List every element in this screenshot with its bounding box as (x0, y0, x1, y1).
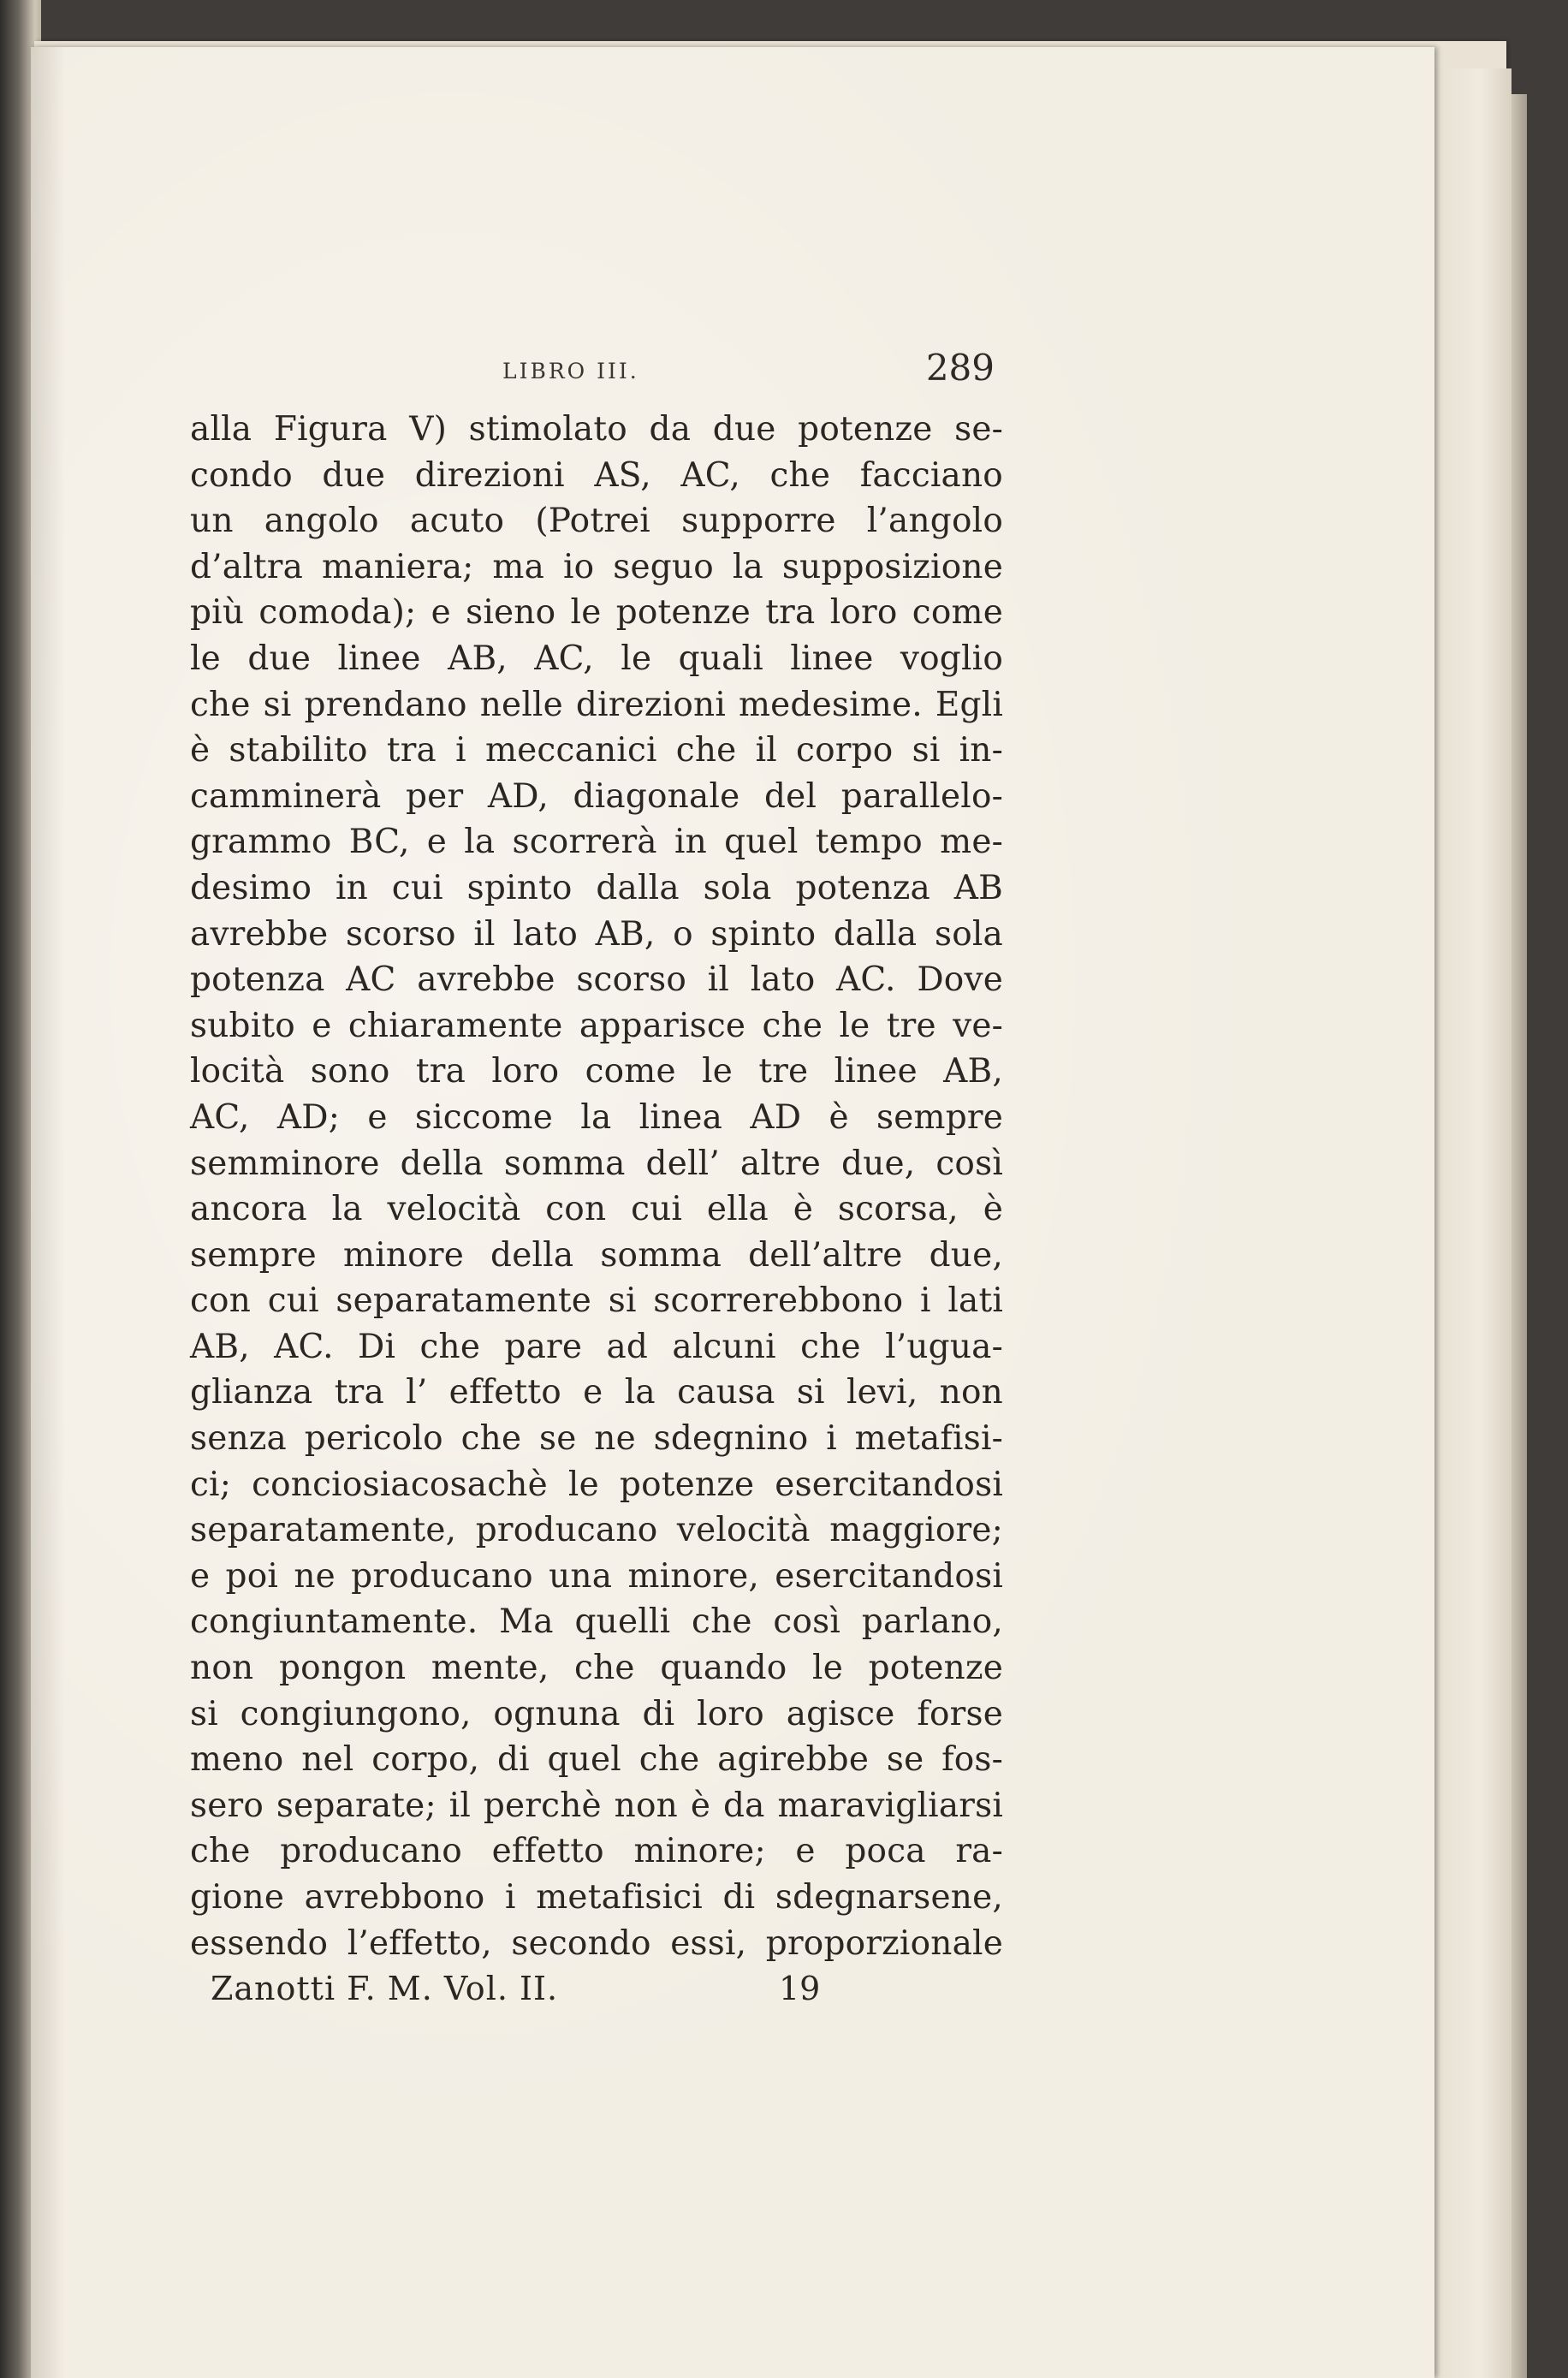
text-line: le due linee AB, AC, le quali linee voglio (190, 639, 1003, 678)
page-number: 289 (925, 347, 995, 389)
text-line: semminore della somma dell’ altre due, così (190, 1144, 1003, 1183)
text-line: sempre minore della somma dell’altre due, (190, 1235, 1003, 1275)
text-line: desimo in cui spinto dalla sola potenza AB (190, 868, 1003, 907)
text-line: più comoda); e sieno le potenze tra loro come (190, 593, 1003, 633)
text-line: congiuntamente. Ma quelli che così parlano, (190, 1602, 1003, 1642)
text-line: camminerà per AD, diagonale del parallelo- (190, 776, 1003, 816)
text-line: separatamente, producano velocità maggiore; (190, 1511, 1003, 1550)
text-line: sero separate; il perchè non è da maravigliarsi (190, 1786, 1003, 1825)
text-line: che si prendano nelle direzioni medesime. Egli (190, 685, 1003, 724)
body-text (190, 407, 1003, 1966)
text-line: grammo BC, e la scorrerà in quel tempo me- (190, 823, 1003, 862)
text-line: AC, AD; e siccome la linea AD è sempre (190, 1097, 1003, 1137)
text-line: ci; conciosiacosachè le potenze esercitandosi (190, 1465, 1003, 1504)
text-line: e poi ne producano una minore, esercitandosi (190, 1556, 1003, 1596)
text-line: d’altra maniera; ma io seguo la supposizione (190, 547, 1003, 586)
text-line: che producano effetto minore; e poca ra- (190, 1832, 1003, 1871)
text-line: essendo l’effetto, secondo essi, proporzionale (190, 1923, 1003, 1963)
text-line: meno nel corpo, di quel che agirebbe se fos- (190, 1740, 1003, 1780)
text-line: con cui separatamente si scorrerebbono i lati (190, 1281, 1003, 1321)
running-head (190, 347, 1003, 407)
footer-author: Zanotti F. M. Vol. II. (211, 1970, 559, 2008)
text-line: si congiungono, ognuna di loro agisce forse (190, 1694, 1003, 1733)
text-line: è stabilito tra i meccanici che il corpo si in- (190, 731, 1003, 770)
text-block (190, 347, 1003, 2021)
text-line: condo due direzioni AS, AC, che facciano (190, 455, 1003, 495)
page-edge-shadow (1512, 94, 1527, 2378)
running-title: LIBRO III. (502, 359, 639, 383)
text-line: potenza AC avrebbe scorso il lato AC. Dove (190, 960, 1003, 1000)
text-line: locità sono tra loro come le tre linee AB, (190, 1052, 1003, 1091)
text-line: gione avrebbono i metafisici di sdegnarsene, (190, 1878, 1003, 1917)
book-page (31, 47, 1434, 2378)
text-line: senza pericolo che se ne sdegnino i metafisi- (190, 1419, 1003, 1459)
text-line: subito e chiaramente apparisce che le tre ve- (190, 1006, 1003, 1045)
text-line: ancora la velocità con cui ella è scorsa, è (190, 1190, 1003, 1229)
text-line: un angolo acuto (Potrei supporre l’angolo (190, 502, 1003, 541)
text-line: avrebbe scorso il lato AB, o spinto dalla sola (190, 914, 1003, 954)
text-line: alla Figura V) stimolato da due potenze se- (190, 410, 1003, 449)
footer-signature: 19 (779, 1970, 821, 2008)
text-line: AB, AC. Di che pare ad alcuni che l’ugua- (190, 1327, 1003, 1366)
page-edge (1434, 68, 1512, 2378)
page-footer (190, 1970, 1003, 2021)
text-line: non pongon mente, che quando le potenze (190, 1649, 1003, 1688)
text-line: glianza tra l’ effetto e la causa si levi, non (190, 1373, 1003, 1412)
